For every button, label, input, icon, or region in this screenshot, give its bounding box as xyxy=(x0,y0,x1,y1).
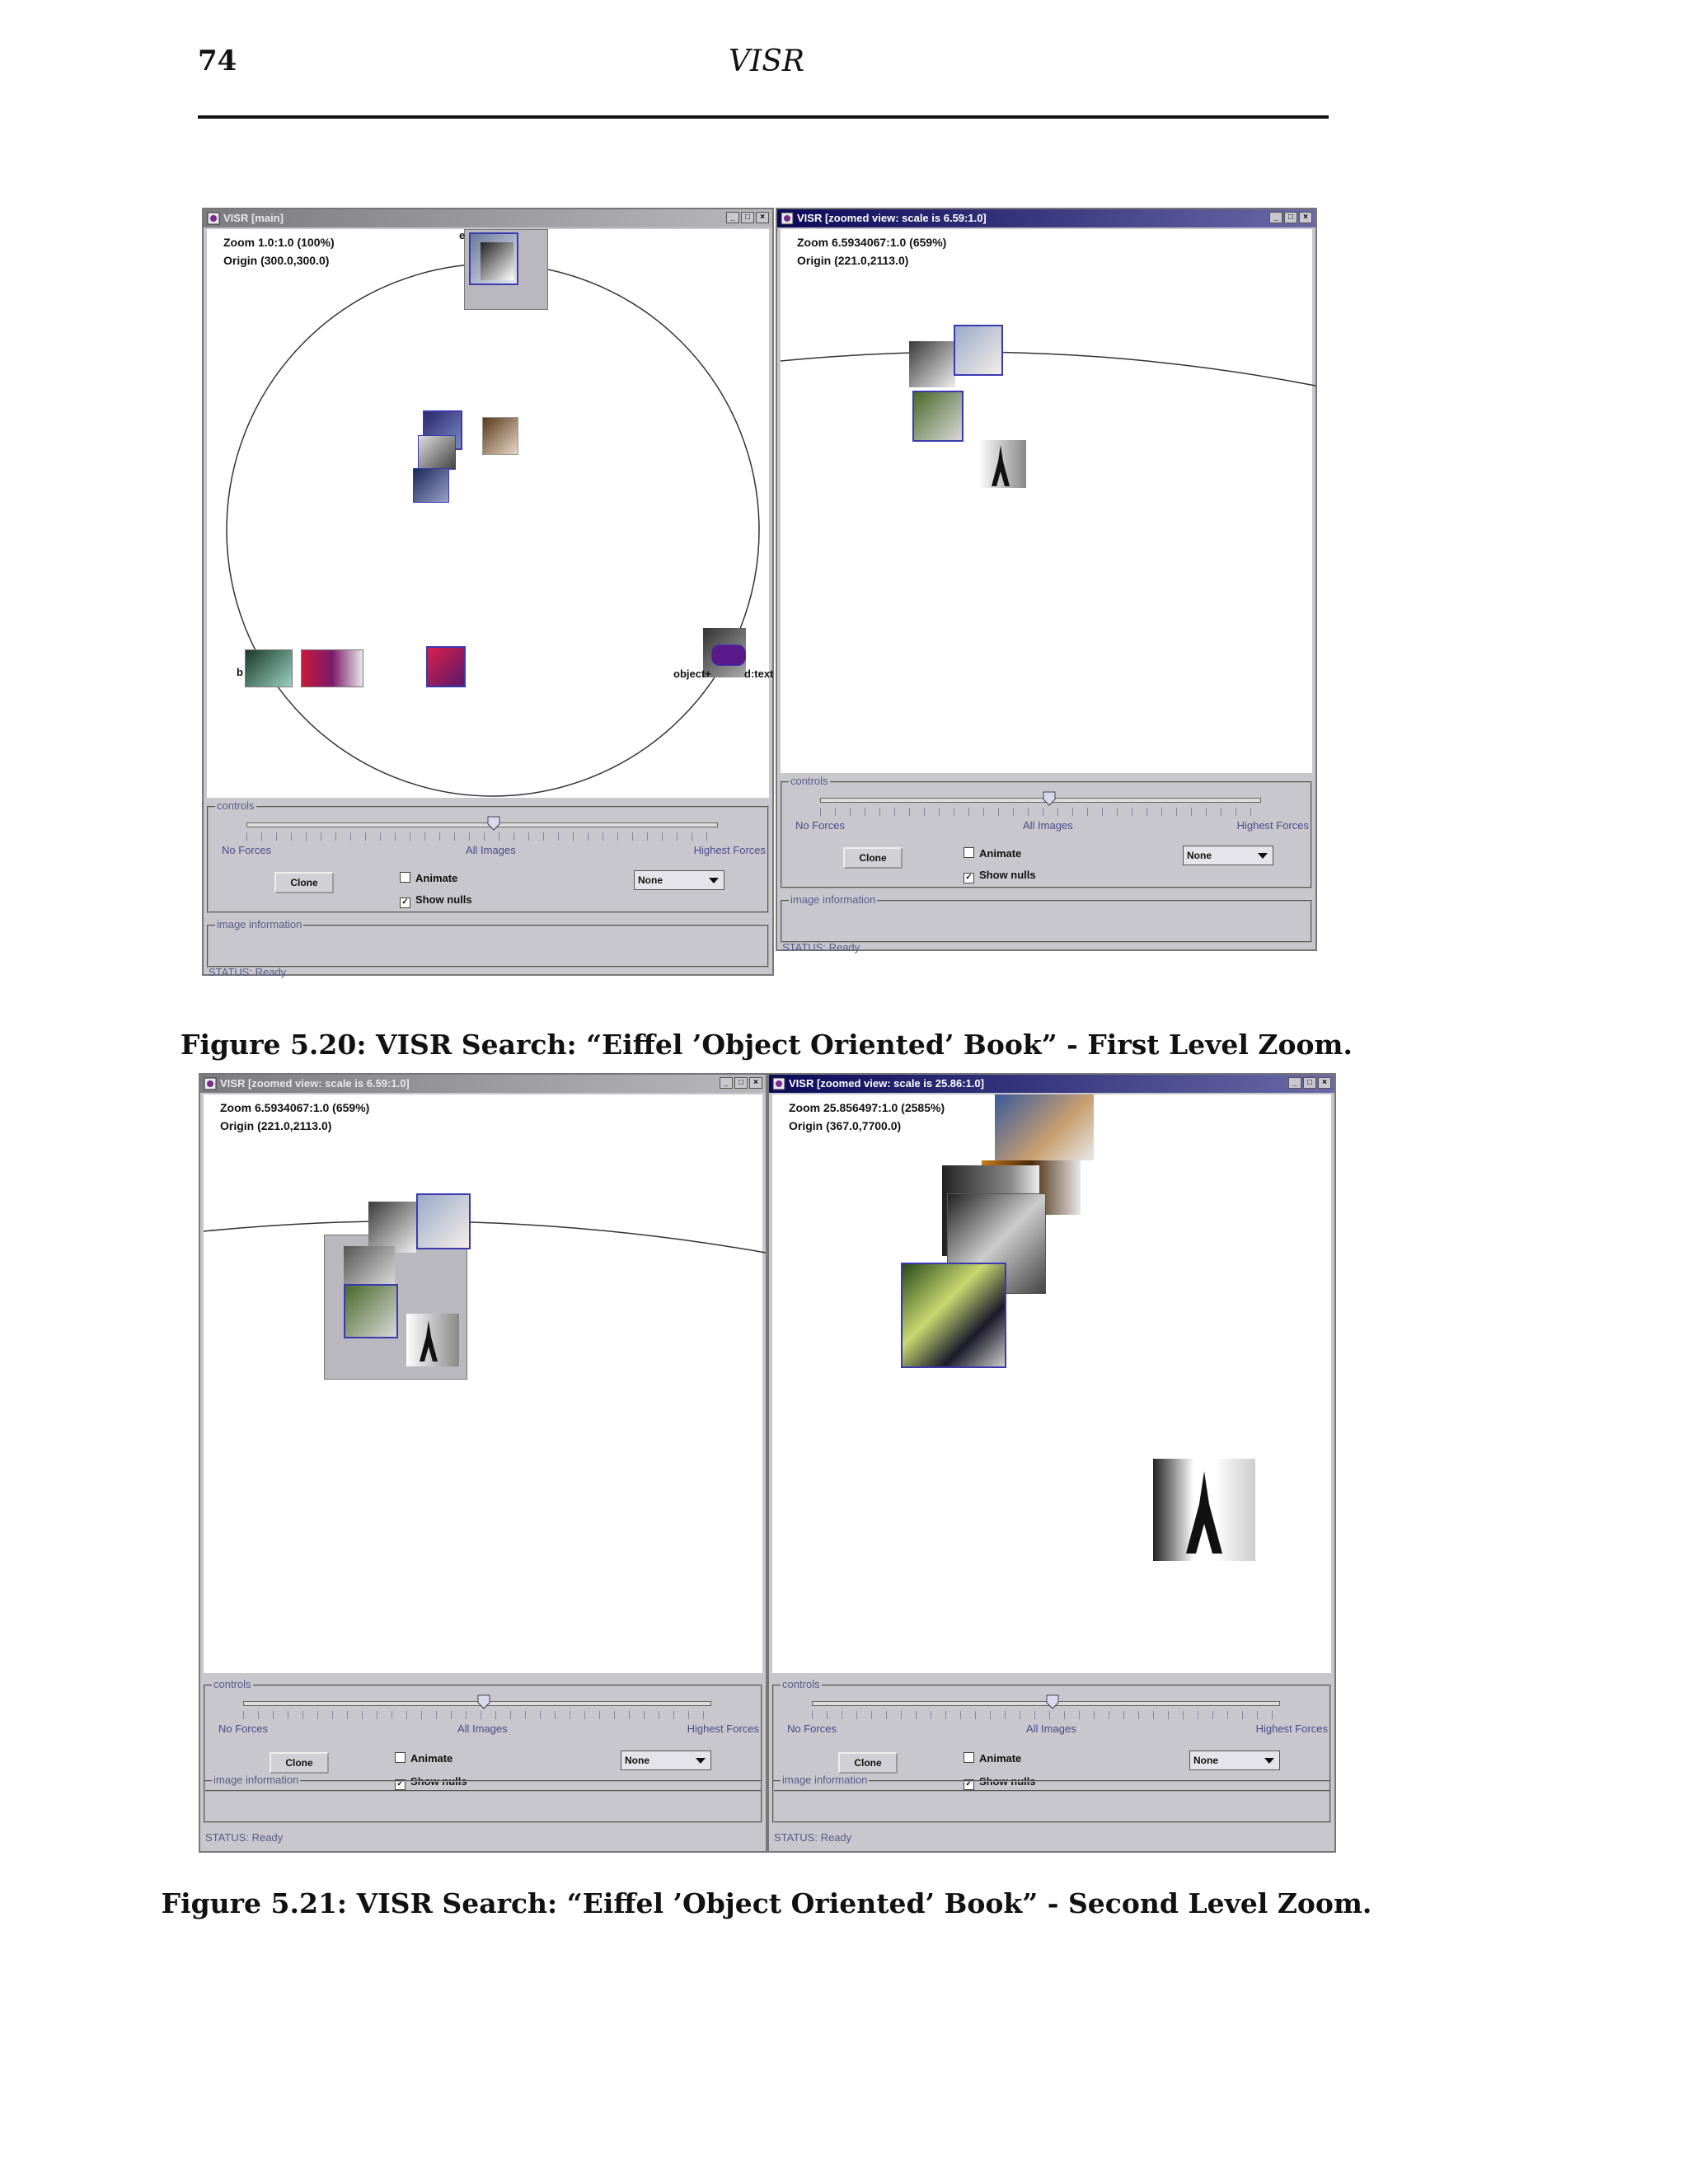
eiffel-tower-icon xyxy=(1179,1467,1229,1558)
thumbnail-image[interactable] xyxy=(368,1202,416,1253)
image-info-panel xyxy=(772,1774,1331,1823)
show-nulls-checkbox[interactable] xyxy=(400,893,472,908)
select-value: None xyxy=(1187,850,1212,861)
maximize-icon[interactable]: □ xyxy=(1303,1077,1316,1089)
thumbnail-image[interactable] xyxy=(909,341,955,387)
animate-checkbox[interactable] xyxy=(964,847,1021,860)
show-nulls-label: Show nulls xyxy=(979,869,1036,881)
window-titlebar[interactable] xyxy=(204,209,772,227)
select-value: None xyxy=(1193,1755,1218,1766)
visr-main-window xyxy=(202,208,774,976)
controls-legend: controls xyxy=(782,1678,820,1690)
thumbnail-image[interactable] xyxy=(344,1284,398,1338)
show-nulls-label: Show nulls xyxy=(415,893,472,906)
animate-label: Animate xyxy=(410,1752,453,1765)
slider-mid-label: All Images xyxy=(1026,1722,1076,1735)
force-arc xyxy=(781,229,1315,773)
window-titlebar[interactable] xyxy=(769,1075,1334,1093)
maximize-icon[interactable]: □ xyxy=(734,1077,748,1089)
origin-readout: Origin (221.0,2113.0) xyxy=(220,1119,332,1132)
graph-canvas[interactable] xyxy=(781,229,1312,773)
page-number: 74 xyxy=(198,45,237,77)
thumbnail-image[interactable] xyxy=(481,242,513,280)
slider-ticks xyxy=(820,808,1261,816)
checkbox-icon[interactable] xyxy=(395,1752,406,1763)
app-icon xyxy=(207,212,220,225)
close-icon[interactable]: × xyxy=(1299,212,1312,223)
app-icon xyxy=(204,1077,217,1090)
clone-button[interactable]: Clone xyxy=(274,872,334,893)
figure-caption: Figure 5.21: VISR Search: “Eiffel ’Object Oriented’ Book” - Second Level Zoom. xyxy=(161,1887,1372,1919)
close-icon[interactable]: × xyxy=(1318,1077,1331,1089)
mode-select[interactable] xyxy=(634,870,724,890)
clone-button[interactable]: Clone xyxy=(843,847,903,869)
minimize-icon[interactable]: _ xyxy=(1269,212,1282,223)
thumbnail-image[interactable] xyxy=(954,325,1003,376)
checkmark-icon[interactable]: ✓ xyxy=(400,898,410,908)
slider-min-label: No Forces xyxy=(795,819,845,832)
select-value: None xyxy=(638,874,663,886)
select-value: None xyxy=(625,1755,649,1766)
thumbnail-image[interactable] xyxy=(901,1263,1006,1368)
slider-mid-label: All Images xyxy=(1023,819,1073,832)
checkbox-icon[interactable] xyxy=(964,847,974,858)
chevron-down-icon xyxy=(1264,1758,1274,1764)
checkmark-icon[interactable]: ✓ xyxy=(964,873,974,883)
slider-thumb-icon[interactable] xyxy=(477,1694,490,1709)
slider-thumb-icon[interactable] xyxy=(1046,1694,1059,1709)
graph-canvas[interactable] xyxy=(204,1094,762,1673)
thumbnail-image[interactable] xyxy=(711,644,746,666)
node-label: b xyxy=(237,666,243,678)
figure-caption: Figure 5.20: VISR Search: “Eiffel ’Object Oriented’ Book” - First Level Zoom. xyxy=(181,1029,1353,1061)
force-slider[interactable] xyxy=(820,798,1261,803)
eiffel-tower-icon xyxy=(416,1319,441,1363)
controls-panel xyxy=(781,775,1312,888)
window-title: VISR [zoomed view: scale is 25.86:1.0] xyxy=(789,1077,984,1090)
animate-checkbox[interactable] xyxy=(395,1752,452,1765)
image-info-legend: image information xyxy=(213,1774,299,1786)
visr-zoom-window-3 xyxy=(767,1073,1336,1853)
slider-thumb-icon[interactable] xyxy=(487,816,500,831)
chevron-down-icon xyxy=(709,878,719,883)
app-icon xyxy=(781,212,794,225)
slider-min-label: No Forces xyxy=(218,1722,268,1735)
slider-thumb-icon[interactable] xyxy=(1043,791,1056,806)
slider-mid-label: All Images xyxy=(457,1722,508,1735)
origin-readout: Origin (367.0,7700.0) xyxy=(789,1119,902,1132)
animate-checkbox[interactable] xyxy=(964,1752,1021,1765)
thumbnail-image[interactable] xyxy=(301,649,363,687)
slider-ticks xyxy=(812,1711,1280,1719)
eiffel-tower-icon xyxy=(988,445,1013,486)
animate-label: Animate xyxy=(979,847,1022,860)
image-info-legend: image information xyxy=(790,893,876,906)
mode-select[interactable] xyxy=(1189,1750,1280,1770)
status-bar: STATUS: Ready xyxy=(782,941,860,954)
controls-panel xyxy=(207,799,769,913)
slider-max-label: Highest Forces xyxy=(693,844,766,856)
slider-max-label: Highest Forces xyxy=(687,1722,759,1735)
clone-button[interactable]: Clone xyxy=(270,1752,329,1774)
show-nulls-label: Show nulls xyxy=(410,1775,467,1788)
window-title: VISR [zoomed view: scale is 6.59:1.0] xyxy=(220,1077,410,1090)
thumbnail-image[interactable] xyxy=(416,1193,471,1249)
animate-label: Animate xyxy=(415,872,458,884)
app-icon xyxy=(772,1077,785,1090)
thumbnail-image[interactable] xyxy=(912,391,964,442)
slider-max-label: Highest Forces xyxy=(1255,1722,1328,1735)
slider-max-label: Highest Forces xyxy=(1236,819,1309,832)
zoom-readout: Zoom 6.5934067:1.0 (659%) xyxy=(797,236,947,249)
thumbnail-image[interactable] xyxy=(418,435,456,470)
force-circle xyxy=(207,229,772,798)
force-slider[interactable] xyxy=(246,823,718,827)
controls-legend: controls xyxy=(213,1678,251,1690)
image-info-panel xyxy=(207,918,769,968)
origin-readout: Origin (300.0,300.0) xyxy=(223,254,330,267)
thumbnail-image[interactable] xyxy=(413,468,449,503)
show-nulls-checkbox[interactable] xyxy=(964,869,1036,883)
thumbnail-image[interactable] xyxy=(426,646,466,687)
status-bar: STATUS: Ready xyxy=(209,966,287,978)
controls-legend: controls xyxy=(217,799,255,812)
zoom-readout: Zoom 6.5934067:1.0 (659%) xyxy=(220,1101,370,1114)
image-info-panel xyxy=(781,893,1312,943)
node-label: d:text xyxy=(744,668,774,680)
slider-min-label: No Forces xyxy=(787,1722,837,1735)
thumbnail-image[interactable] xyxy=(245,649,293,687)
slider-ticks xyxy=(243,1711,711,1719)
zoom-readout: Zoom 25.856497:1.0 (2585%) xyxy=(789,1101,945,1114)
window-title: VISR [main] xyxy=(223,212,284,224)
chevron-down-icon xyxy=(696,1758,706,1764)
image-info-legend: image information xyxy=(782,1774,868,1786)
minimize-icon[interactable]: _ xyxy=(720,1077,733,1089)
status-bar: STATUS: Ready xyxy=(774,1831,852,1844)
mode-select[interactable] xyxy=(621,1750,711,1770)
image-info-panel xyxy=(204,1774,762,1823)
node-label: e xyxy=(459,229,466,241)
thumbnail-image[interactable] xyxy=(995,1094,1094,1160)
visr-zoom-window-1 xyxy=(776,208,1317,954)
graph-canvas[interactable] xyxy=(772,1094,1331,1673)
animate-label: Animate xyxy=(979,1752,1022,1765)
show-nulls-label: Show nulls xyxy=(979,1775,1036,1788)
checkbox-icon[interactable] xyxy=(400,872,410,883)
visr-zoom-window-2 xyxy=(199,1073,767,1853)
maximize-icon[interactable]: □ xyxy=(741,212,754,223)
zoom-readout: Zoom 1.0:1.0 (100%) xyxy=(223,236,335,249)
image-info-legend: image information xyxy=(217,918,302,930)
status-bar: STATUS: Ready xyxy=(205,1831,284,1844)
running-head: VISR xyxy=(729,45,804,78)
close-icon[interactable]: × xyxy=(749,1077,762,1089)
thumbnail-image[interactable] xyxy=(482,417,518,455)
checkmark-icon[interactable]: ✓ xyxy=(395,1779,406,1790)
slider-mid-label: All Images xyxy=(466,844,516,856)
graph-canvas[interactable] xyxy=(207,229,774,798)
minimize-icon[interactable]: _ xyxy=(726,212,739,223)
animate-checkbox[interactable] xyxy=(400,872,457,884)
controls-legend: controls xyxy=(790,775,828,787)
checkmark-icon[interactable]: ✓ xyxy=(964,1779,974,1790)
close-icon[interactable]: × xyxy=(756,212,769,223)
mode-select[interactable] xyxy=(1183,846,1273,865)
window-titlebar[interactable] xyxy=(777,209,1315,227)
node-label: object+ xyxy=(673,668,711,680)
window-title: VISR [zoomed view: scale is 6.59:1.0] xyxy=(797,212,987,224)
header-rule xyxy=(198,115,1329,119)
minimize-icon[interactable]: _ xyxy=(1288,1077,1301,1089)
checkbox-icon[interactable] xyxy=(964,1752,974,1763)
clone-button[interactable]: Clone xyxy=(838,1752,898,1774)
slider-ticks xyxy=(246,832,718,841)
chevron-down-icon xyxy=(1258,853,1268,859)
slider-min-label: No Forces xyxy=(222,844,271,856)
maximize-icon[interactable]: □ xyxy=(1284,212,1297,223)
force-arc xyxy=(204,1094,766,1673)
origin-readout: Origin (221.0,2113.0) xyxy=(797,254,909,267)
window-titlebar[interactable] xyxy=(200,1075,766,1093)
